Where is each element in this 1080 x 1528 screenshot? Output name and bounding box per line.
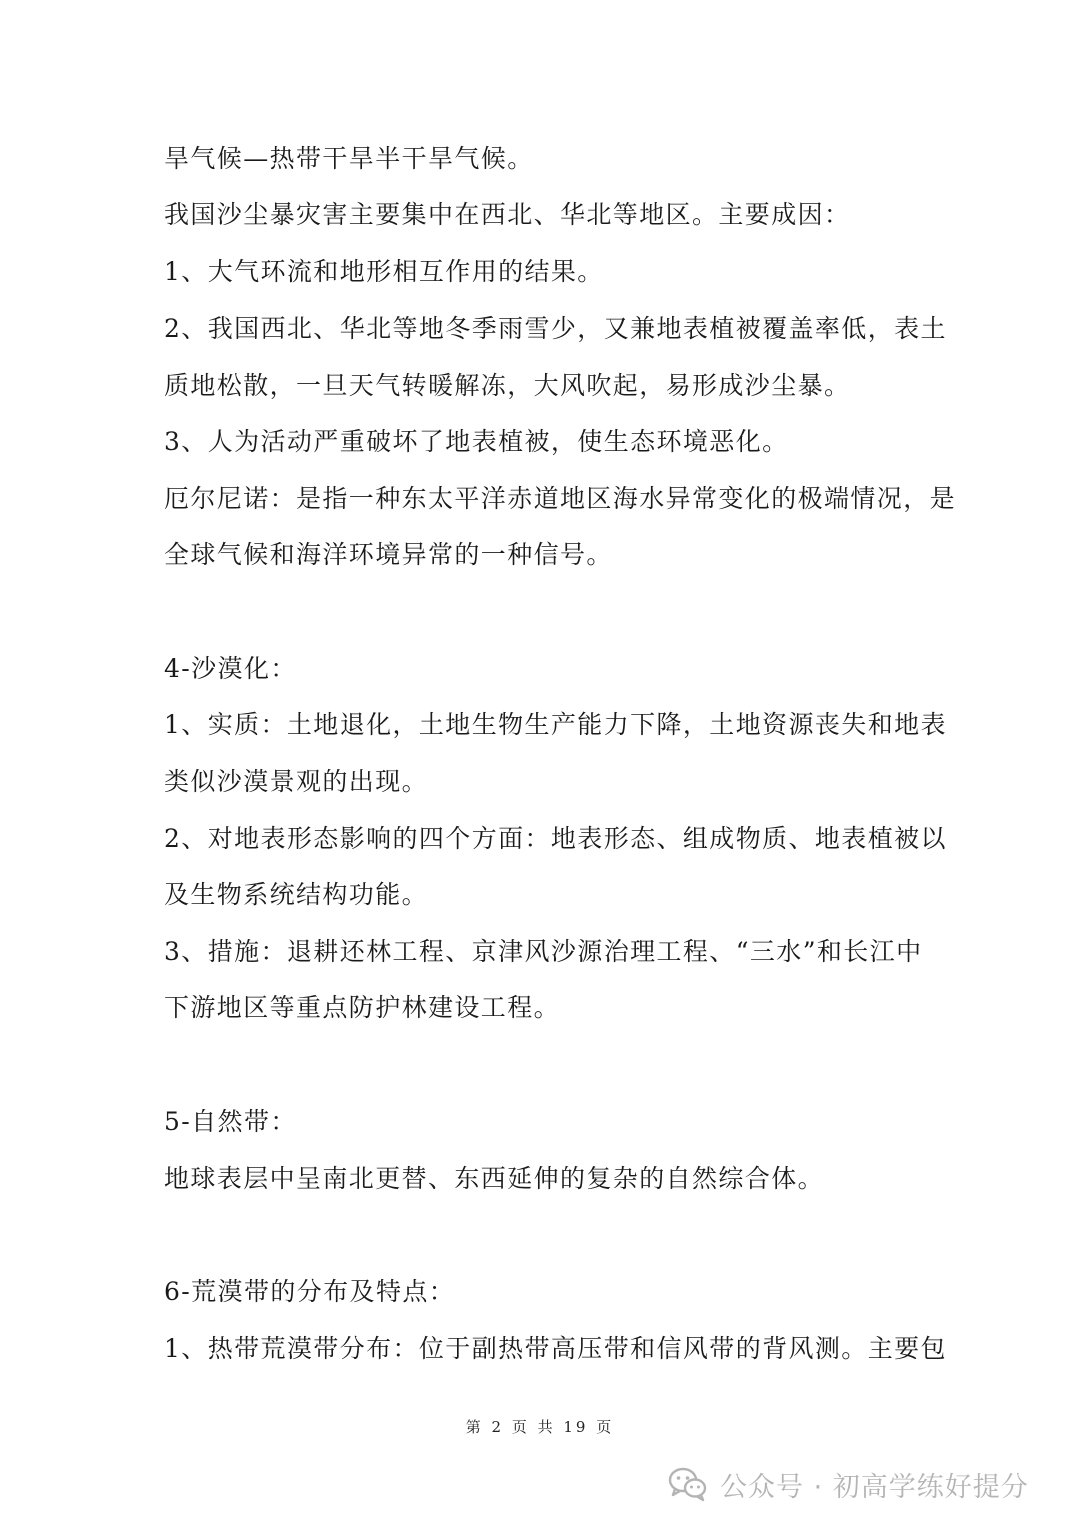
wechat-icon [668,1466,708,1502]
text-line: 我国沙尘暴灾害主要集中在西北、华北等地区。主要成因： [164,200,851,229]
text-line: 3、措施：退耕还林工程、京津风沙源治理工程、“三水”和长江中 [164,937,923,966]
text-line: 2、我国西北、华北等地冬季雨雪少，又兼地表植被覆盖率低，表土 [164,314,947,343]
text-line: 下游地区等重点防护林建设工程。 [164,993,561,1022]
text-line: 类似沙漠景观的出现。 [164,767,429,796]
text-line: 质地松散，一旦天气转暖解冻，大风吹起，易形成沙尘暴。 [164,371,851,400]
text-line: 全球气候和海洋环境异常的一种信号。 [164,540,613,569]
text-line: 及生物系统结构功能。 [164,880,429,909]
section-heading: 4-沙漠化： [164,654,297,683]
text-line: 旱气候—热带干旱半干旱气候。 [164,144,534,173]
watermark [668,1462,1029,1506]
section-heading: 6-荒漠带的分布及特点： [164,1277,456,1306]
text-line: 2、对地表形态影响的四个方面：地表形态、组成物质、地表植被以 [164,824,947,853]
text-line: 3、人为活动严重破坏了地表植被，使生态环境恶化。 [164,427,789,456]
text-line: 厄尔尼诺：是指一种东太平洋赤道地区海水异常变化的极端情况，是 [164,484,957,513]
text-line: 1、大气环流和地形相互作用的结果。 [164,257,604,286]
text-line: 1、实质：土地退化，土地生物生产能力下降，土地资源丧失和地表 [164,710,947,739]
text-line: 1、热带荒漠带分布：位于副热带高压带和信风带的背风测。主要包 [164,1334,947,1363]
watermark-text: 公众号 · 初高学练好提分 [720,1471,1029,1503]
page-indicator: 第 2 页 共 19 页 [465,1418,615,1436]
text-line: 地球表层中呈南北更替、东西延伸的复杂的自然综合体。 [164,1164,825,1193]
section-heading: 5-自然带： [164,1107,297,1136]
